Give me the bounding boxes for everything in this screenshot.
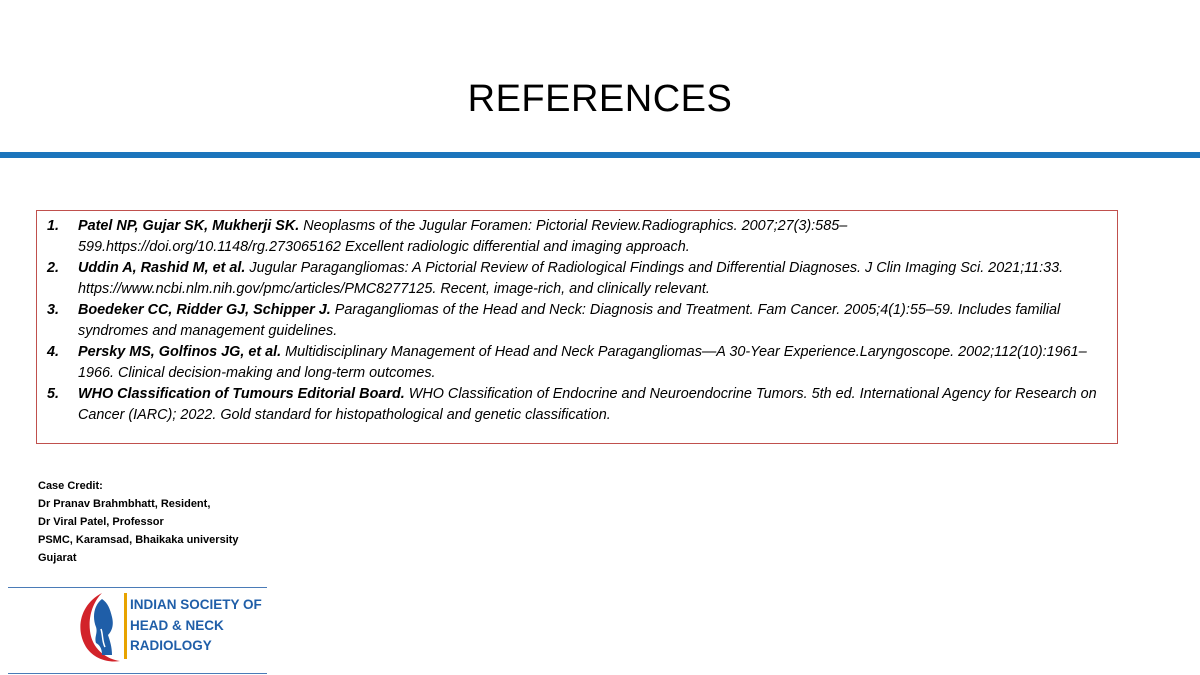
reference-number: 4. [47, 344, 60, 360]
reference-authors: Boedeker CC, Ridder GJ, Schipper J. [78, 302, 331, 318]
references-box [36, 210, 1118, 444]
reference-number: 2. [47, 260, 60, 276]
reference-text: Neoplasms of the Jugular Foramen: Pictorial Review.Radiographics. 2007;27(3):585–599.https://doi.org/10.1148/rg.273065162 Excellent radiologic differential and imaging approach. [78, 218, 848, 255]
reference-text: Jugular Paragangliomas: A Pictorial Review of Radiological Findings and Differential Diagnoses. J Clin Imaging Sci. 2021;11:33. https://www.ncbi.nlm.nih.gov/pmc/articles/PMC8277125. Recent, image-rich, and clinically relevant. [78, 260, 1064, 297]
reference-item [47, 342, 1105, 384]
reference-text: WHO Classification of Endocrine and Neuroendocrine Tumors. 5th ed. International Agency for Research on Cancer (IARC); 2022. Gold standard for histopathological and genetic classification. [78, 386, 1097, 423]
page-title: REFERENCES [467, 78, 733, 120]
reference-text: Multidisciplinary Management of Head and Neck Paragangliomas—A 30-Year Experience.Laryngoscope. 2002;112(10):1961–1966. Clinical decision-making and long-term outcomes. [78, 344, 1087, 381]
reference-number: 5. [47, 386, 60, 402]
reference-item [47, 384, 1105, 426]
logo-top-rule [8, 587, 267, 588]
reference-item [47, 258, 1105, 300]
case-credit-heading: Case Credit: [38, 480, 103, 492]
logo-text-line: RADIOLOGY [130, 638, 212, 653]
head-neck-emblem-icon [72, 589, 132, 667]
case-credit-line: Dr Pranav Brahmbhatt, Resident, [38, 498, 211, 510]
logo-text [130, 595, 262, 657]
logo-text-line: HEAD & NECK [130, 617, 224, 633]
case-credit-line: Gujarat [38, 552, 77, 564]
reference-number: 1. [47, 218, 60, 234]
case-credit-line: PSMC, Karamsad, Bhaikaka university [38, 534, 239, 546]
logo-bottom-rule [8, 673, 267, 674]
logo-text-line: INDIAN SOCIETY OF [130, 597, 262, 612]
reference-authors: Persky MS, Golfinos JG, et al. [78, 344, 282, 360]
reference-authors: Patel NP, Gujar SK, Mukherji SK. [78, 218, 300, 234]
references-list [47, 216, 1105, 426]
reference-item [47, 216, 1105, 258]
case-credit-line: Dr Viral Patel, Professor [38, 516, 164, 528]
reference-authors: WHO Classification of Tumours Editorial Board. [78, 386, 405, 402]
case-credit [38, 477, 239, 567]
title-divider [0, 152, 1200, 158]
reference-number: 3. [47, 302, 60, 318]
reference-authors: Uddin A, Rashid M, et al. [78, 260, 246, 276]
society-logo [72, 589, 272, 667]
logo-accent-bar [124, 593, 127, 659]
reference-text: Paragangliomas of the Head and Neck: Diagnosis and Treatment. Fam Cancer. 2005;4(1):55–59. Includes familial syndromes and management guidelines. [78, 302, 1061, 339]
reference-item [47, 300, 1105, 342]
